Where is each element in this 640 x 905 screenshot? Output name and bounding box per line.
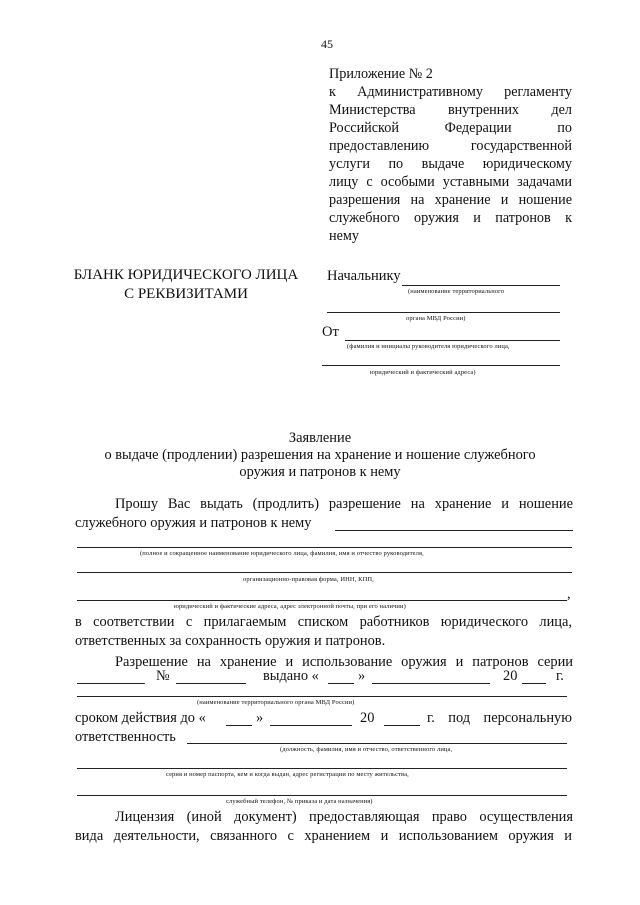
fill-line bbox=[77, 768, 567, 769]
fill-line bbox=[77, 795, 567, 796]
fill-line bbox=[77, 696, 567, 697]
field-caption: серия и номер паспорта, кем и когда выдан, адрес регистрации по месту жительства, bbox=[166, 771, 409, 778]
to-caption-2: органа МВД России) bbox=[406, 315, 466, 322]
body-line: г. под персональную bbox=[427, 710, 572, 726]
fill-line bbox=[77, 600, 567, 601]
appendix-line: к Административному регламенту bbox=[329, 84, 572, 100]
appendix-line: лицу с особыми уставными задачами bbox=[329, 174, 572, 190]
from-label: От bbox=[322, 324, 339, 340]
field-caption: (наименование территориального органа МВД России) bbox=[197, 699, 355, 706]
number-sign: № bbox=[156, 668, 170, 684]
appendix-line: услуги по выдаче юридическому bbox=[329, 156, 572, 172]
page-number: 45 bbox=[321, 37, 333, 51]
document-title: Заявление bbox=[288, 430, 352, 446]
field-caption: служебный телефон, № приказа и дата назначения) bbox=[226, 798, 373, 805]
fill-line bbox=[328, 683, 354, 684]
body-line: Лицензия (иной документ) предоставляющая право осуществления bbox=[115, 809, 573, 825]
body-line: служебного оружия и патронов к нему bbox=[75, 515, 312, 531]
body-line: ответственных за сохранность оружия и патронов. bbox=[75, 633, 386, 649]
body-line: Прошу Вас выдать (продлить) разрешение на хранение и ношение bbox=[115, 496, 573, 512]
appendix-line: Российской Федерации по bbox=[329, 120, 572, 136]
from-line-2 bbox=[322, 365, 560, 366]
from-caption-2: юридический и фактический адреса) bbox=[370, 369, 476, 376]
fill-line bbox=[335, 530, 573, 531]
issued-label: выдано « bbox=[263, 668, 319, 684]
year-prefix: 20 bbox=[360, 710, 375, 726]
letterhead-line: БЛАНК ЮРИДИЧЕСКОГО ЛИЦА bbox=[73, 267, 299, 283]
fill-line bbox=[77, 572, 572, 573]
document-subtitle: о выдаче (продлении) разрешения на хранение и ношение служебного bbox=[104, 447, 536, 463]
body-line: Разрешение на хранение и использование оружия и патронов серии bbox=[115, 654, 573, 670]
appendix-line: разрешения на хранение и ношение bbox=[329, 192, 572, 208]
letterhead-line: С РЕКВИЗИТАМИ bbox=[124, 286, 248, 302]
fill-line bbox=[226, 725, 252, 726]
body-line: вида деятельности, связанного с хранением и использованием оружия и bbox=[75, 828, 572, 844]
appendix-line: служебного оружия и патронов к bbox=[329, 210, 572, 226]
to-caption: (наименование территориального bbox=[408, 288, 505, 295]
to-label: Начальнику bbox=[327, 268, 401, 284]
letterhead-placeholder bbox=[64, 266, 308, 304]
fill-line bbox=[187, 743, 567, 744]
field-caption: (должность, фамилия, имя и отчество, ответственного лица, bbox=[280, 746, 453, 753]
fill-line bbox=[77, 683, 145, 684]
fill-line bbox=[384, 725, 420, 726]
fill-line bbox=[522, 683, 546, 684]
field-caption: (полное и сокращенное наименование юридического лица, фамилия, имя и отчество руководителя, bbox=[140, 550, 424, 557]
fill-line bbox=[77, 547, 572, 548]
field-caption: организационно-правовая форма, ИНН, КПП, bbox=[243, 576, 374, 583]
responsibility-label: ответственность bbox=[75, 729, 176, 745]
body-line: в соответствии с прилагаемым списком работников юридического лица, bbox=[75, 614, 572, 630]
fill-line bbox=[176, 683, 246, 684]
fill-line bbox=[372, 683, 490, 684]
appendix-block bbox=[329, 65, 572, 245]
appendix-line: Министерства внутренних дел bbox=[329, 102, 572, 118]
to-line-2 bbox=[327, 312, 560, 313]
to-line bbox=[402, 285, 560, 286]
term-label: сроком действия до « bbox=[75, 710, 206, 726]
year-suffix: г. bbox=[556, 668, 564, 684]
appendix-title: Приложение № 2 bbox=[329, 66, 433, 82]
appendix-line: нему bbox=[329, 228, 359, 244]
field-caption: юридический и фактические адреса, адрес электронной почты, при его наличии) bbox=[174, 603, 406, 610]
quote-close: » bbox=[256, 710, 264, 726]
year-prefix: 20 bbox=[503, 668, 518, 684]
from-caption: (фамилия и инициалы руководителя юридического лица, bbox=[347, 343, 510, 350]
appendix-line: предоставлению государственной bbox=[329, 138, 572, 154]
fill-line bbox=[270, 725, 352, 726]
document-subtitle: оружия и патронов к нему bbox=[239, 464, 401, 480]
quote-close: » bbox=[358, 668, 366, 684]
from-line bbox=[345, 340, 560, 341]
comma: , bbox=[567, 586, 571, 602]
